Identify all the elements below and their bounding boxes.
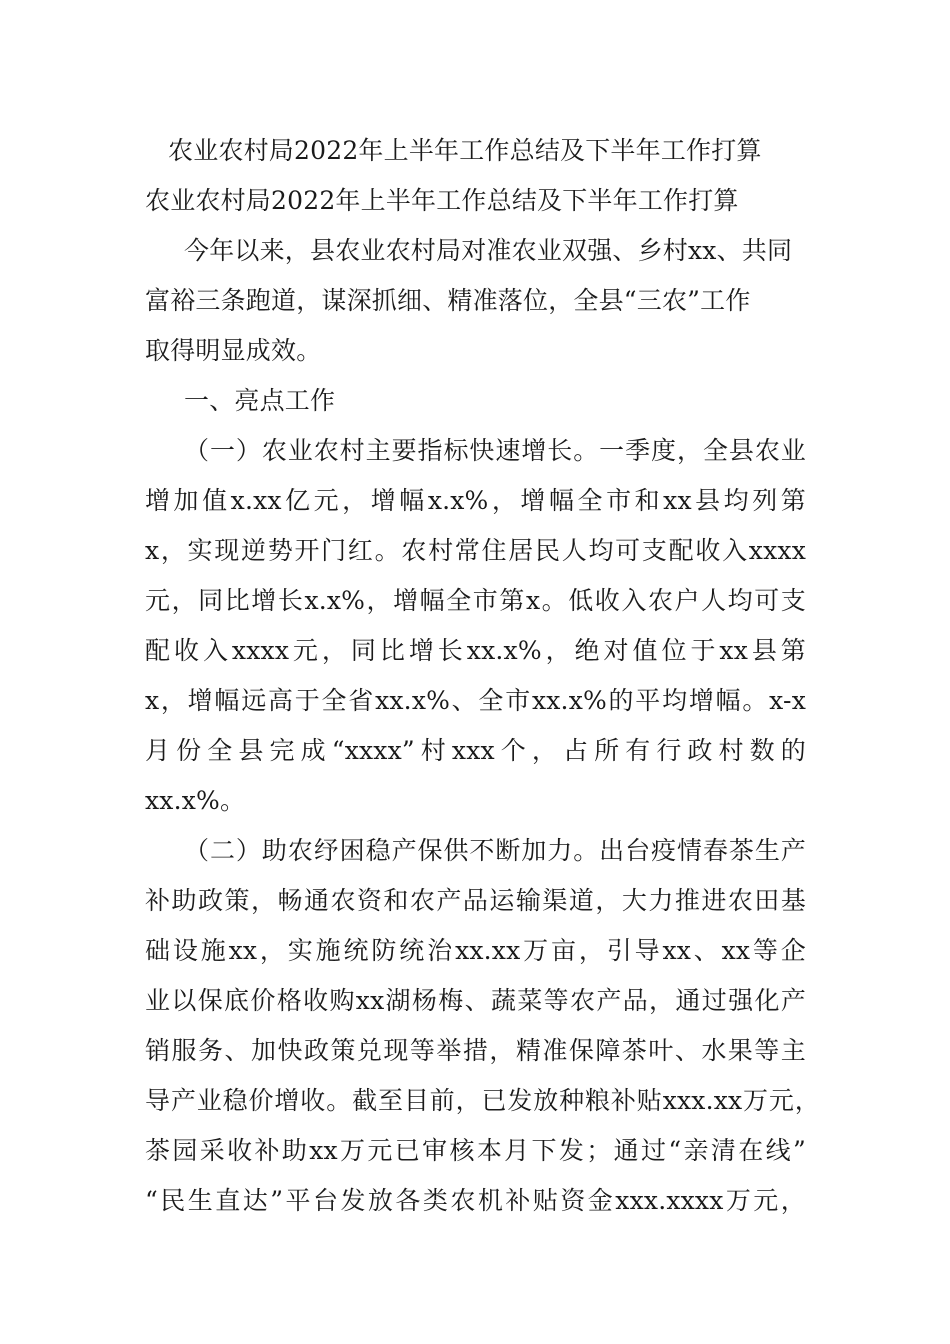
document-title-repeat: 农业农村局2022年上半年工作总结及下半年工作打算	[145, 186, 739, 215]
paragraph-1-line-6: x，增幅远高于全省xx.x%、全市xx.x%的平均增幅。x-x	[145, 686, 806, 715]
document-title: 农业农村局2022年上半年工作总结及下半年工作打算	[168, 136, 762, 165]
paragraph-2-line-1: （二）助农纾困稳产保供不断加力。出台疫情春茶生产	[184, 836, 806, 865]
paragraph-2-line-5: 销服务、加快政策兑现等举措，精准保障茶叶、水果等主	[145, 1036, 806, 1065]
paragraph-1-line-4: 元，同比增长x.x%，增幅全市第x。低收入农户人均可支	[145, 586, 806, 615]
paragraph-1-line-8: xx.x%。	[145, 786, 246, 815]
paragraph-1-line-1: （一）农业农村主要指标快速增长。一季度，全县农业	[184, 436, 806, 465]
paragraph-2-line-7: 茶园采收补助xx万元已审核本月下发；通过“亲清在线”	[145, 1136, 806, 1165]
paragraph-1-line-3: x，实现逆势开门红。农村常住居民人均可支配收入xxxx	[145, 536, 806, 565]
paragraph-2-line-2: 补助政策，畅通农资和农产品运输渠道，大力推进农田基	[145, 886, 806, 915]
paragraph-2-line-4: 业以保底价格收购xx湖杨梅、蔬菜等农产品，通过强化产	[145, 986, 806, 1015]
paragraph-2-line-3: 础设施xx，实施统防统治xx.xx万亩，引导xx、xx等企	[145, 936, 806, 965]
paragraph-intro-line-1: 今年以来，县农业农村局对准农业双强、乡村xx、共同	[184, 236, 793, 265]
paragraph-2-line-6: 导产业稳价增收。截至目前，已发放种粮补贴xxx.xx万元，	[145, 1086, 820, 1115]
paragraph-2-line-8: “民生直达”平台发放各类农机补贴资金xxx.xxxx万元，	[145, 1186, 806, 1215]
paragraph-1-line-7: 月份全县完成“xxxx”村xxx个，占所有行政村数的	[145, 736, 806, 765]
paragraph-intro-line-3: 取得明显成效。	[145, 336, 322, 365]
paragraph-1-line-5: 配收入xxxx元，同比增长xx.x%，绝对值位于xx县第	[145, 636, 806, 665]
section-heading-highlights: 一、亮点工作	[184, 386, 336, 415]
paragraph-intro-line-2: 富裕三条跑道，谋深抓细、精准落位，全县“三农”工作	[145, 286, 751, 315]
paragraph-1-line-2: 增加值x.xx亿元，增幅x.x%，增幅全市和xx县均列第	[145, 486, 806, 515]
